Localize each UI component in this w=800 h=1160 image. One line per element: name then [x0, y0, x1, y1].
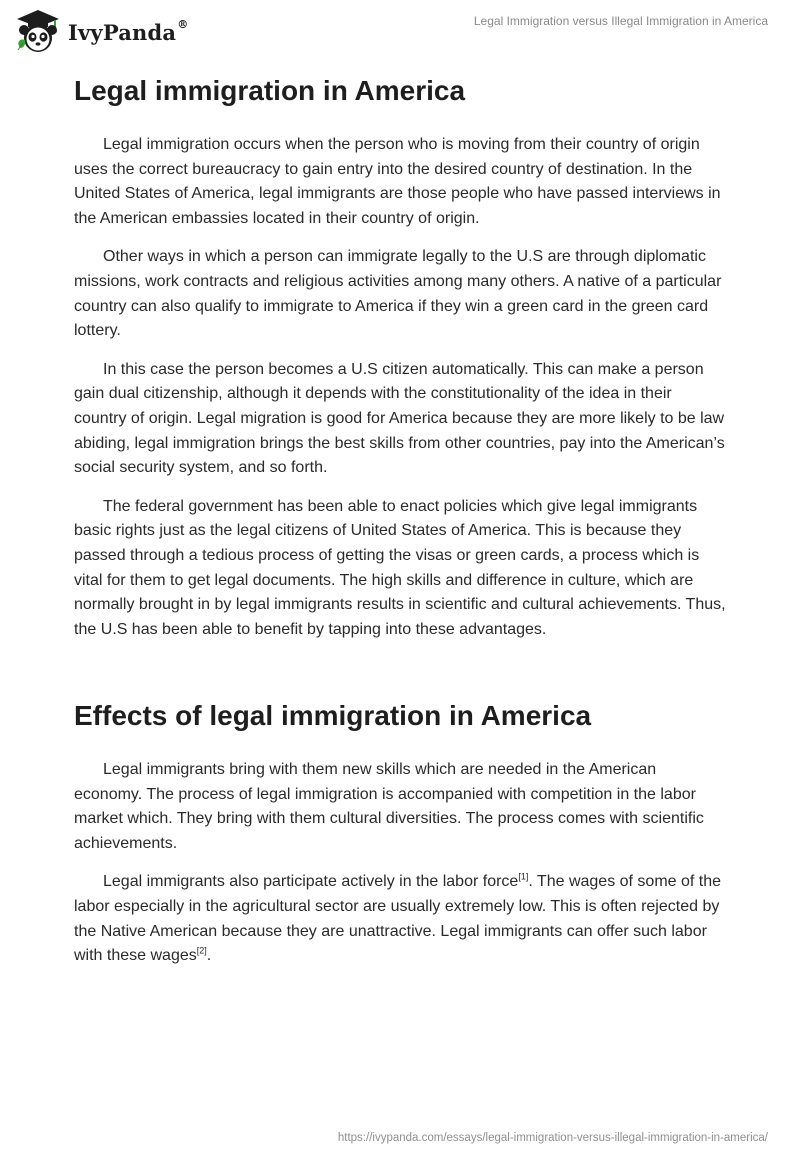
registered-mark: ® [177, 17, 189, 31]
section-heading-effects: Effects of legal immigration in America [74, 700, 592, 731]
brand-name-text: IvyPanda [68, 19, 177, 45]
paragraph: Legal immigrants bring with them new skills which are needed in the American economy. The process of legal immigration is accompanied with competition in the labor market which. They bring with them cultural diversities. The process comes with scientific achievements. [74, 761, 704, 852]
paragraph-text: Legal immigrants also participate actively in the labor force [103, 873, 519, 891]
paragraph: The federal government has been able to enact policies which give legal immigrants basic rights just as the legal citizens of United States of America. This is because they passed through a tedious process of getting the visas or green cards, a process which is vital for them to get legal documents. The high skills and difference in culture, which are normally brought in by legal immigrants results in scientific and cultural achievements. Thus, the U.S has been able to benefit by tapping into these advantages. [74, 497, 726, 638]
brand-name [68, 17, 189, 45]
paragraph-text: . [206, 947, 212, 965]
section-heading-legal-immigration: Legal immigration in America [74, 75, 466, 106]
section-legal-immigration [74, 133, 726, 656]
source-url[interactable]: https://ivypanda.com/essays/legal-immigration-versus-illegal-immigration-in-america/ [337, 1132, 768, 1144]
document-title: Legal Immigration versus Illegal Immigration in America [473, 14, 768, 28]
panda-graduate-icon [14, 8, 62, 56]
citation-link-1[interactable]: [1] [518, 872, 529, 883]
paragraph: Legal immigration occurs when the person who is moving from their country of origin uses the correct bureaucracy to gain entry into the desired country of destination. In the United States of America, legal immigrants are those people who have passed interviews in the American embassies located in their country of origin. [74, 136, 721, 227]
citation-link-2[interactable]: [2] [196, 945, 207, 956]
paragraph-text: . The wages of some of the labor especially in the agricultural sector are usually extremely low. This is often rejected by the Native American because they are unattractive. Legal immigrants can offer such labor with these wages [74, 873, 722, 965]
page-header [0, 0, 800, 60]
ivypanda-logo[interactable] [14, 8, 188, 56]
section-effects [74, 758, 726, 983]
paragraph-with-citations [74, 870, 726, 968]
paragraph: In this case the person becomes a U.S citizen automatically. This can make a person gain dual citizenship, although it depends with the constitutionality of the idea in their country of origin. Legal migration is good for America because they are more likely to be law abiding, legal immigration brings the best skills from other countries, pay into the American’s social security system, and so forth. [74, 360, 725, 477]
paragraph: Other ways in which a person can immigrate legally to the U.S are through diplomatic missions, work contracts and religious activities among many others. A native of a particular country can also qualify to immigrate to America if they win a green card in the green card lottery. [74, 248, 722, 340]
